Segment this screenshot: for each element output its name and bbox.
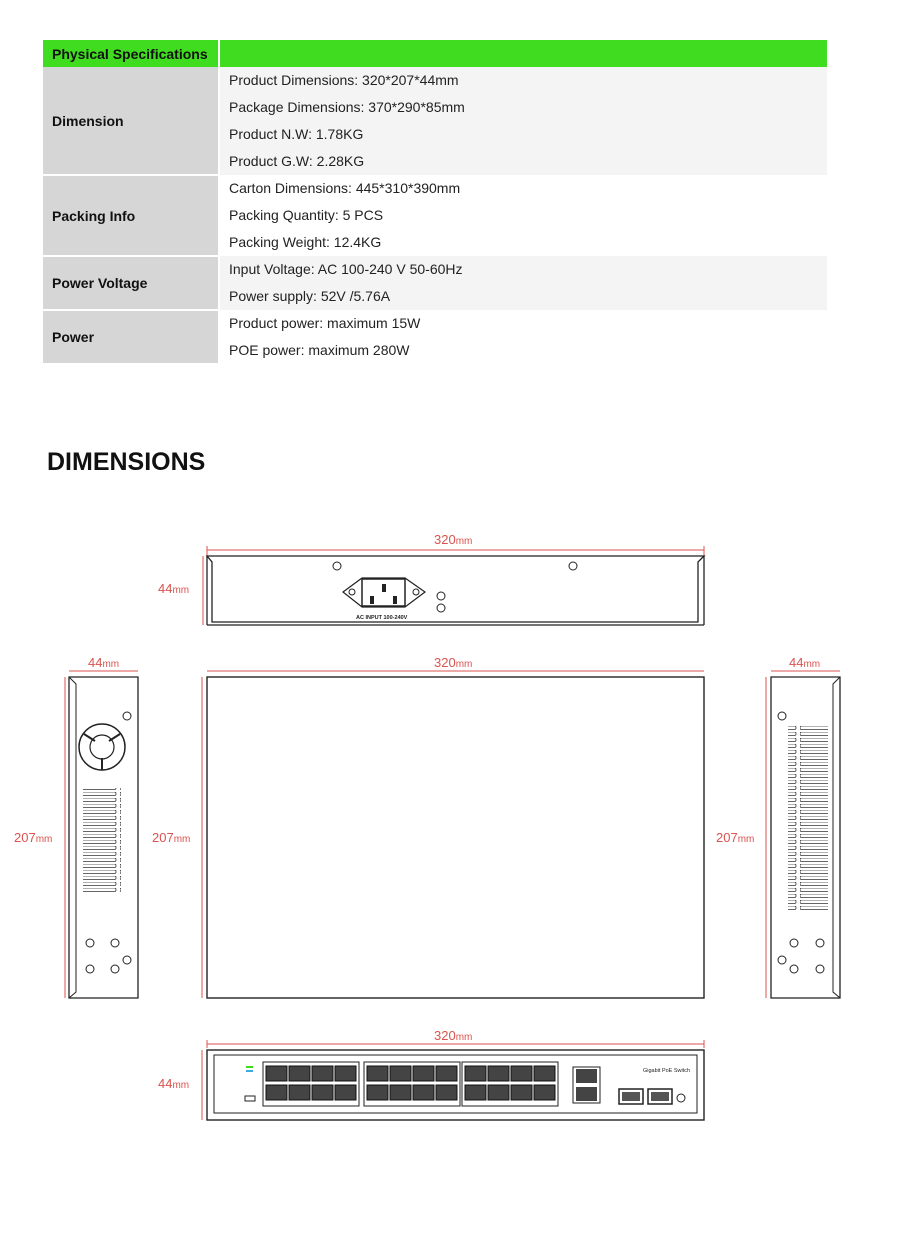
spec-row — [43, 256, 827, 283]
spec-value: Packing Weight: 12.4KG — [219, 229, 827, 256]
spec-value: Power supply: 52V /5.76A — [219, 283, 827, 310]
port-blocks — [263, 1062, 558, 1106]
front-view-drawing — [158, 1028, 704, 1120]
rj45-port — [511, 1066, 532, 1081]
front-height-label: 44mm — [158, 1076, 190, 1091]
rj45-port — [312, 1066, 333, 1081]
spec-header-spacer — [219, 40, 827, 67]
spec-label-dimension: Dimension — [43, 67, 219, 175]
right-side-height-label: 207mm — [716, 830, 755, 845]
rear-width-label: 320mm — [434, 532, 473, 547]
physical-specifications-table — [43, 40, 827, 365]
top-width-label: 320mm — [434, 655, 473, 670]
spec-value: Product power: maximum 15W — [219, 310, 827, 337]
spec-label-power: Power — [43, 310, 219, 364]
top-view-drawing — [152, 655, 704, 998]
rj45-port — [367, 1066, 388, 1081]
front-width-label: 320mm — [434, 1028, 473, 1043]
spec-header-row — [43, 40, 827, 67]
rj45-port — [266, 1085, 287, 1100]
spec-value: Product Dimensions: 320*207*44mm — [219, 67, 827, 94]
rj45-port — [534, 1066, 555, 1081]
spec-value: Input Voltage: AC 100-240 V 50-60Hz — [219, 256, 827, 283]
dimension-drawings — [0, 500, 900, 1091]
right-side-drawing — [716, 655, 840, 998]
spec-value: Product G.W: 2.28KG — [219, 148, 827, 175]
rj45-port — [390, 1085, 411, 1100]
dimensions-heading: DIMENSIONS — [47, 448, 206, 476]
spec-value: Product N.W: 1.78KG — [219, 121, 827, 148]
spec-value: POE power: maximum 280W — [219, 337, 827, 364]
rear-input-label: AC INPUT 100-240V — [356, 615, 408, 621]
rj45-port — [465, 1066, 486, 1081]
left-side-height-label: 207mm — [14, 830, 53, 845]
rj45-port — [413, 1085, 434, 1100]
spec-value: Package Dimensions: 370*290*85mm — [219, 94, 827, 121]
rj45-port — [511, 1085, 532, 1100]
front-model-label: Gigabit PoE Switch — [643, 1068, 691, 1074]
left-side-drawing — [14, 655, 138, 998]
rj45-port — [436, 1066, 457, 1081]
spec-label-packing-info: Packing Info — [43, 175, 219, 256]
rj45-port — [534, 1085, 555, 1100]
rj45-port — [312, 1085, 333, 1100]
rj45-port — [390, 1066, 411, 1081]
rj45-port — [465, 1085, 486, 1100]
spec-value: Packing Quantity: 5 PCS — [219, 202, 827, 229]
fan-icon — [79, 724, 125, 770]
top-depth-label: 207mm — [152, 830, 191, 845]
rear-view-drawing — [158, 532, 704, 625]
rj45-port — [436, 1085, 457, 1100]
right-side-depth-label: 44mm — [789, 655, 821, 670]
rj45-port — [488, 1085, 509, 1100]
spec-row — [43, 67, 827, 94]
rj45-port — [335, 1066, 356, 1081]
spec-label-power-voltage: Power Voltage — [43, 256, 219, 310]
spec-value: Carton Dimensions: 445*310*390mm — [219, 175, 827, 202]
rear-height-label: 44mm — [158, 581, 190, 596]
rj45-port — [367, 1085, 388, 1100]
spec-header-title: Physical Specifications — [43, 40, 219, 67]
spec-row — [43, 175, 827, 202]
left-side-depth-label: 44mm — [88, 655, 120, 670]
rj45-port — [266, 1066, 287, 1081]
rj45-port — [413, 1066, 434, 1081]
spec-row — [43, 310, 827, 337]
rj45-port — [289, 1066, 310, 1081]
rj45-port — [289, 1085, 310, 1100]
rj45-port — [335, 1085, 356, 1100]
rj45-port — [488, 1066, 509, 1081]
